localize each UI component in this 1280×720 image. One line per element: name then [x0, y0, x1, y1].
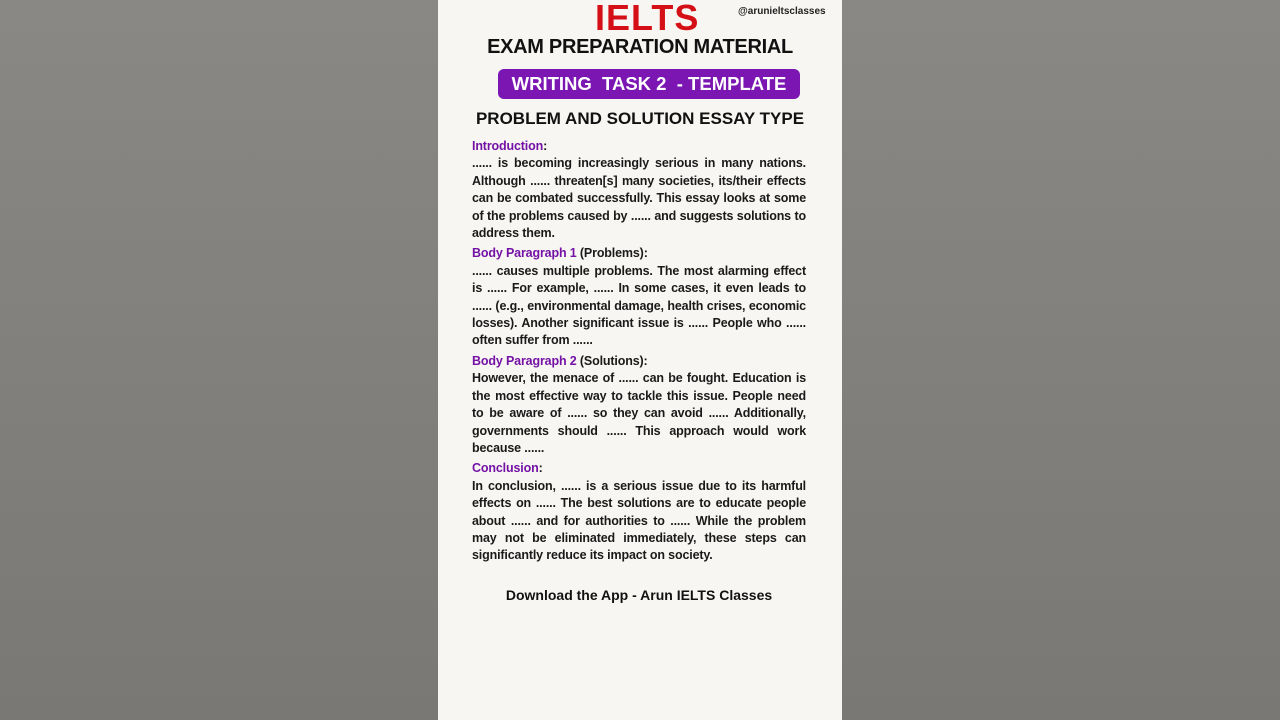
body1-heading: Body Paragraph 1	[472, 246, 577, 261]
body1-section	[472, 245, 806, 349]
essay-type-heading: PROBLEM AND SOLUTION ESSAY TYPE	[475, 109, 805, 128]
colon: :	[538, 461, 543, 476]
template-card	[438, 0, 842, 720]
footer-cta: Download the App - Arun IELTS Classes	[505, 586, 773, 603]
body2-heading: Body Paragraph 2	[472, 353, 577, 368]
subtitle: EXAM PREPARATION MATERIAL	[487, 36, 793, 58]
left-background-panel	[0, 0, 438, 720]
conclusion-heading: Conclusion	[472, 461, 539, 476]
conclusion-text: In conclusion, ...... is a serious issue due to its harmful effects on ...... The best solutions are to educate people about ...... and for authorities to ...... While the problem may not be eliminated immediately, these steps can significantly reduce its impact on society.	[472, 478, 806, 563]
colon: :	[543, 139, 548, 153]
body2-text: However, the menace of ...... can be fought. Education is the most effective way to tackle this issue. People need to be aware of ...... so they can avoid ...... Additionally, governments should ...... This approach would work because ......	[472, 371, 806, 455]
task-badge: WRITING TASK 2 - TEMPLATE	[498, 69, 800, 99]
introduction-heading: Introduction	[472, 139, 544, 153]
body1-text: ...... causes multiple problems. The most alarming effect is ...... For example, ...... In some cases, it even leads to ...... (e.g., environmental damage, health crises, economic losses). Another significant issue is ...... People who ...... often suffer from ......	[472, 263, 806, 348]
introduction-section	[472, 138, 806, 242]
template-content	[472, 138, 806, 604]
social-handle: @arunieltsclasses	[738, 6, 826, 17]
introduction-text: ...... is becoming increasingly serious in many nations. Although ...... threaten[s] many societies, its/their effects can be combated successfully. This essay looks at some of the problems caused by ...... and suggests solutions to address them.	[472, 156, 806, 241]
brand-title: IELTS	[595, 0, 700, 38]
right-background-panel	[842, 0, 1280, 720]
conclusion-section	[472, 460, 806, 564]
body2-suffix: (Solutions):	[576, 353, 648, 368]
body2-section	[472, 353, 806, 457]
body1-suffix: (Problems):	[576, 246, 648, 261]
